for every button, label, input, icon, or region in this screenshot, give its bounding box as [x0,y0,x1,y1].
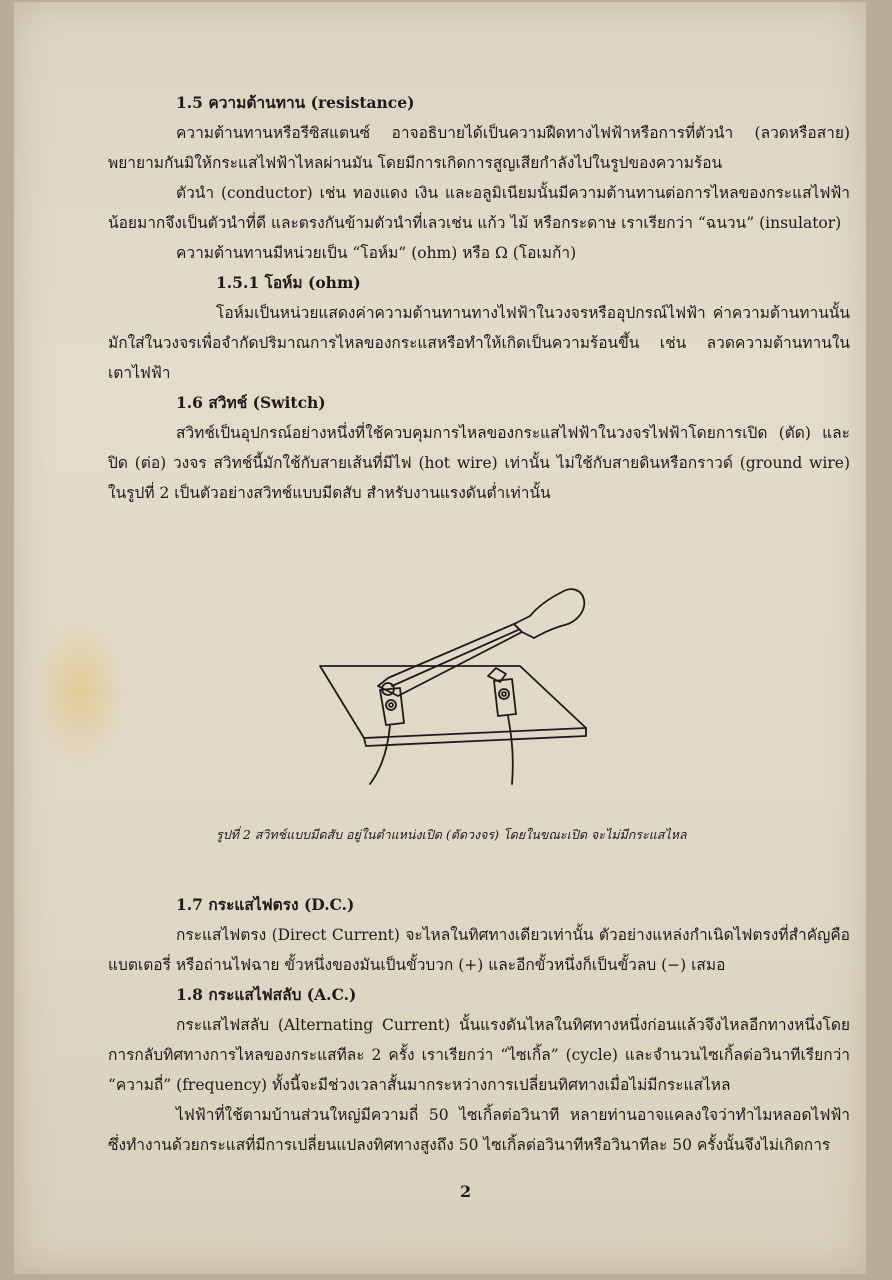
paragraph-resistance-definition: ความต้านทานหรือรีซิสแตนซ์ อาจอธิบายได้เป็นความฝืดทางไฟฟ้าหรือการที่ตัวนำ (ลวดหรือสาย) พยายามกันมิให้กระแสไฟฟ้าไหลผ่านมัน โดยมีการเกิดการสูญเสียกำลังไปในรูปของความร้อน [108,124,850,172]
figure-2 [108,520,850,850]
switch-base-board [320,666,586,738]
paragraph-ohm: โอห์มเป็นหน่วยแสดงค่าความต้านทานทางไฟฟ้าในวงจรหรืออุปกรณ์ไฟฟ้า ค่าความต้านทานนั้นมักใส่ในวงจรเพื่อจำกัดปริมาณการไหลของกระแสหรือทำให้เกิดเป็นความร้อนขึ้น เช่น ลวดความต้านทานในเตาไฟฟ้า [108,304,850,382]
paragraph-alternating-current: กระแสไฟสลับ (Alternating Current) นั้นแรงดันไหลในทิศทางหนึ่งก่อนแล้วจึงไหลอีกทางหนึ่งโดยการกลับทิศทางการไหลของกระแสทีละ 2 ครั้ง เราเรียกว่า “ไซเกิ้ล” (cycle) และจำนวนไซเกิ้ลต่อวินาทีเรียกว่า “ความถี่” (frequency) ทั้งนี้จะมีช่วงเวลาสั้นมากระหว่างการเปลี่ยนทิศทางเมื่อไม่มีกระแสไหล [108,1016,850,1094]
knife-switch-illustration [308,578,588,788]
right-wire [508,716,513,784]
section-heading-1-6: 1.6 สวิทช์ (Switch) [176,393,326,412]
section-heading-1-5: 1.5 ความต้านทาน (resistance) [176,93,415,112]
paragraph-ohm-unit: ความต้านทานมีหน่วยเป็น “โอห์ม” (ohm) หรือ Ω (โอเมก้า) [176,244,577,262]
section-heading-1-8: 1.8 กระแสไฟสลับ (A.C.) [176,985,357,1004]
switch-handle [514,589,584,638]
right-terminal [494,679,516,716]
figure-caption: รูปที่ 2 สวิทช์แบบมีดสับ อยู่ในตำแหน่งเปิด (ตัดวงจร) โดยในขณะเปิด จะไม่มีกระแสไหล [216,827,687,842]
paragraph-direct-current: กระแสไฟตรง (Direct Current) จะไหลในทิศทางเดียวเท่านั้น ตัวอย่างแหล่งกำเนิดไฟตรงที่สำคัญคือแบตเตอรี่ หรือถ่านไฟฉาย ขั้วหนึ่งของมันเป็นขั้วบวก (+) และอีกขั้วหนึ่งก็เป็นขั้วลบ (−) เสมอ [108,926,850,974]
right-terminal-screw [499,689,509,699]
left-terminal-screw [386,700,396,710]
book-page [14,2,866,1274]
section-heading-1-7: 1.7 กระแสไฟตรง (D.C.) [176,895,355,914]
paragraph-switch: สวิทช์เป็นอุปกรณ์อย่างหนึ่งที่ใช้ควบคุมการไหลของกระแสไฟฟ้าในวงจรไฟฟ้าโดยการเปิด (ตัด) และปิด (ต่อ) วงจร สวิทช์นี้มักใช้กับสายเส้นที่มีไฟ (hot wire) เท่านั้น ไม่ใช้กับสายดินหรือกราวด์ (ground wire) ในรูปที่ 2 เป็นตัวอย่างสวิทช์แบบมีดสับ สำหรับงานแรงดันต่ำเท่านั้น [108,424,850,502]
page-number: 2 [460,1182,472,1201]
paragraph-household-frequency: ไฟฟ้าที่ใช้ตามบ้านส่วนใหญ่มีความถี่ 50 ไซเกิ้ลต่อวินาที หลายท่านอาจแคลงใจว่าทำไมหลอดไฟฟ้าซึ่งทำงานด้วยกระแสที่มีการเปลี่ยนแปลงทิศทางสูงถึง 50 ไซเกิ้ลต่อวินาทีหรือวินาทีละ 50 ครั้งนั้นจึงไม่เกิดการ [108,1106,850,1154]
page-content [108,88,850,1160]
left-wire [370,725,390,784]
paragraph-conductor: ตัวนำ (conductor) เช่น ทองแดง เงิน และอลูมิเนียมนั้นมีความต้านทานต่อการไหลของกระแสไฟฟ้าน้อยมากจึงเป็นตัวนำที่ดี และตรงกันข้ามตัวนำที่เลวเช่น แก้ว ไม้ หรือกระดาษ เราเรียกว่า “ฉนวน” (insulator) [108,184,850,232]
section-heading-1-5-1: 1.5.1 โอห์ม (ohm) [216,273,361,292]
